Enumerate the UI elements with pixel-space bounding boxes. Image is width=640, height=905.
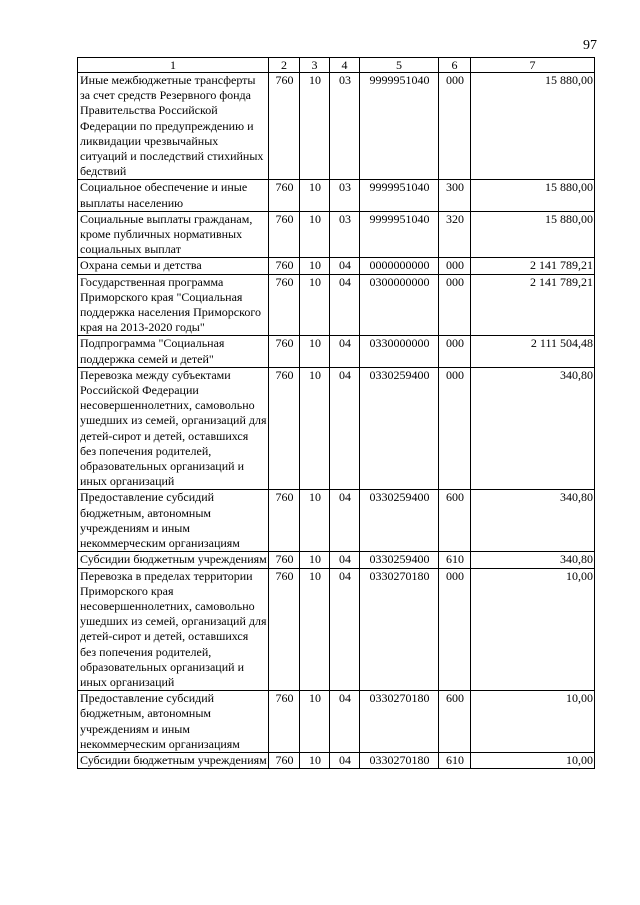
row-code-4: 04	[330, 274, 360, 336]
row-amount: 15 880,00	[471, 73, 595, 180]
row-code-2: 760	[269, 568, 300, 691]
row-code-2: 760	[269, 367, 300, 490]
row-code-3: 10	[300, 258, 330, 274]
row-name: Предоставление субсидий бюджетным, автономным учреждениям и иным некоммерческим организациям	[78, 691, 269, 753]
row-name: Иные межбюджетные трансферты за счет средств Резервного фонда Правительства Российской Федерации по предупреждению и ликвидации чрезвычайных ситуаций и последствий стихийных бедствий	[78, 73, 269, 180]
header-col-5: 5	[360, 58, 439, 73]
row-code-4: 03	[330, 180, 360, 211]
row-code-5: 0330270180	[360, 752, 439, 768]
row-code-5: 0330270180	[360, 691, 439, 753]
row-name: Государственная программа Приморского края "Социальная поддержка населения Приморского края на 2013-2020 годы"	[78, 274, 269, 336]
row-code-5: 0000000000	[360, 258, 439, 274]
row-code-6: 610	[439, 552, 471, 568]
row-code-3: 10	[300, 367, 330, 490]
row-amount: 340,80	[471, 490, 595, 552]
row-name: Перевозка между субъектами Российской Федерации несовершеннолетних, самовольно ушедших из семей, организаций для детей-сирот и детей, оставшихся без попечения родителей, образовательных организаций и иных организаций	[78, 367, 269, 490]
row-amount: 15 880,00	[471, 211, 595, 258]
row-code-3: 10	[300, 336, 330, 367]
row-amount: 10,00	[471, 691, 595, 753]
row-code-4: 04	[330, 367, 360, 490]
row-code-5: 9999951040	[360, 211, 439, 258]
row-code-2: 760	[269, 180, 300, 211]
row-name: Подпрограмма "Социальная поддержка семей и детей"	[78, 336, 269, 367]
row-name: Предоставление субсидий бюджетным, автономным учреждениям и иным некоммерческим организациям	[78, 490, 269, 552]
row-code-6: 000	[439, 258, 471, 274]
row-code-3: 10	[300, 211, 330, 258]
row-code-6: 000	[439, 367, 471, 490]
row-code-2: 760	[269, 552, 300, 568]
header-col-3: 3	[300, 58, 330, 73]
row-code-5: 0330000000	[360, 336, 439, 367]
row-code-2: 760	[269, 752, 300, 768]
budget-table	[77, 57, 595, 769]
row-name: Субсидии бюджетным учреждениям	[78, 552, 269, 568]
row-code-2: 760	[269, 73, 300, 180]
row-amount: 15 880,00	[471, 180, 595, 211]
row-name: Социальные выплаты гражданам, кроме публичных нормативных социальных выплат	[78, 211, 269, 258]
row-amount: 2 141 789,21	[471, 274, 595, 336]
row-code-6: 000	[439, 274, 471, 336]
row-code-6: 600	[439, 691, 471, 753]
row-code-6: 610	[439, 752, 471, 768]
row-code-5: 9999951040	[360, 73, 439, 180]
row-code-2: 760	[269, 336, 300, 367]
row-code-3: 10	[300, 752, 330, 768]
row-amount: 340,80	[471, 552, 595, 568]
row-code-4: 03	[330, 211, 360, 258]
row-code-2: 760	[269, 211, 300, 258]
header-col-6: 6	[439, 58, 471, 73]
row-code-4: 04	[330, 490, 360, 552]
row-amount: 2 111 504,48	[471, 336, 595, 367]
row-code-2: 760	[269, 274, 300, 336]
table-row	[78, 691, 595, 753]
row-code-5: 0330259400	[360, 367, 439, 490]
row-code-6: 000	[439, 336, 471, 367]
table-row	[78, 180, 595, 211]
row-amount: 10,00	[471, 752, 595, 768]
row-code-3: 10	[300, 490, 330, 552]
row-code-3: 10	[300, 691, 330, 753]
row-code-5: 9999951040	[360, 180, 439, 211]
table-row	[78, 211, 595, 258]
row-code-4: 04	[330, 336, 360, 367]
table-row	[78, 336, 595, 367]
row-name: Охрана семьи и детства	[78, 258, 269, 274]
row-name: Субсидии бюджетным учреждениям	[78, 752, 269, 768]
table-row	[78, 73, 595, 180]
row-code-4: 03	[330, 73, 360, 180]
row-amount: 10,00	[471, 568, 595, 691]
row-code-6: 320	[439, 211, 471, 258]
header-col-7: 7	[471, 58, 595, 73]
row-code-6: 000	[439, 73, 471, 180]
table-row	[78, 367, 595, 490]
table-row	[78, 752, 595, 768]
table-row	[78, 568, 595, 691]
header-col-2: 2	[269, 58, 300, 73]
row-code-2: 760	[269, 490, 300, 552]
row-code-4: 04	[330, 258, 360, 274]
row-name: Перевозка в пределах территории Приморского края несовершеннолетних, самовольно ушедших из семей, организаций для детей-сирот и детей, оставшихся без попечения родителей, образовательных организаций и иных организаций	[78, 568, 269, 691]
row-code-5: 0330259400	[360, 552, 439, 568]
row-code-6: 000	[439, 568, 471, 691]
table-row	[78, 258, 595, 274]
row-amount: 340,80	[471, 367, 595, 490]
row-code-3: 10	[300, 552, 330, 568]
row-code-3: 10	[300, 274, 330, 336]
row-code-4: 04	[330, 691, 360, 753]
row-code-4: 04	[330, 752, 360, 768]
row-code-5: 0330259400	[360, 490, 439, 552]
row-code-2: 760	[269, 691, 300, 753]
row-code-6: 600	[439, 490, 471, 552]
row-name: Социальное обеспечение и иные выплаты населению	[78, 180, 269, 211]
row-code-3: 10	[300, 73, 330, 180]
table-row	[78, 490, 595, 552]
row-code-3: 10	[300, 568, 330, 691]
table-row	[78, 552, 595, 568]
page-number: 97	[583, 38, 597, 53]
header-col-4: 4	[330, 58, 360, 73]
table-row	[78, 274, 595, 336]
row-code-4: 04	[330, 568, 360, 691]
header-row	[78, 58, 595, 73]
row-code-2: 760	[269, 258, 300, 274]
row-code-4: 04	[330, 552, 360, 568]
row-code-5: 0330270180	[360, 568, 439, 691]
row-amount: 2 141 789,21	[471, 258, 595, 274]
row-code-5: 0300000000	[360, 274, 439, 336]
row-code-6: 300	[439, 180, 471, 211]
row-code-3: 10	[300, 180, 330, 211]
header-col-1: 1	[78, 58, 269, 73]
